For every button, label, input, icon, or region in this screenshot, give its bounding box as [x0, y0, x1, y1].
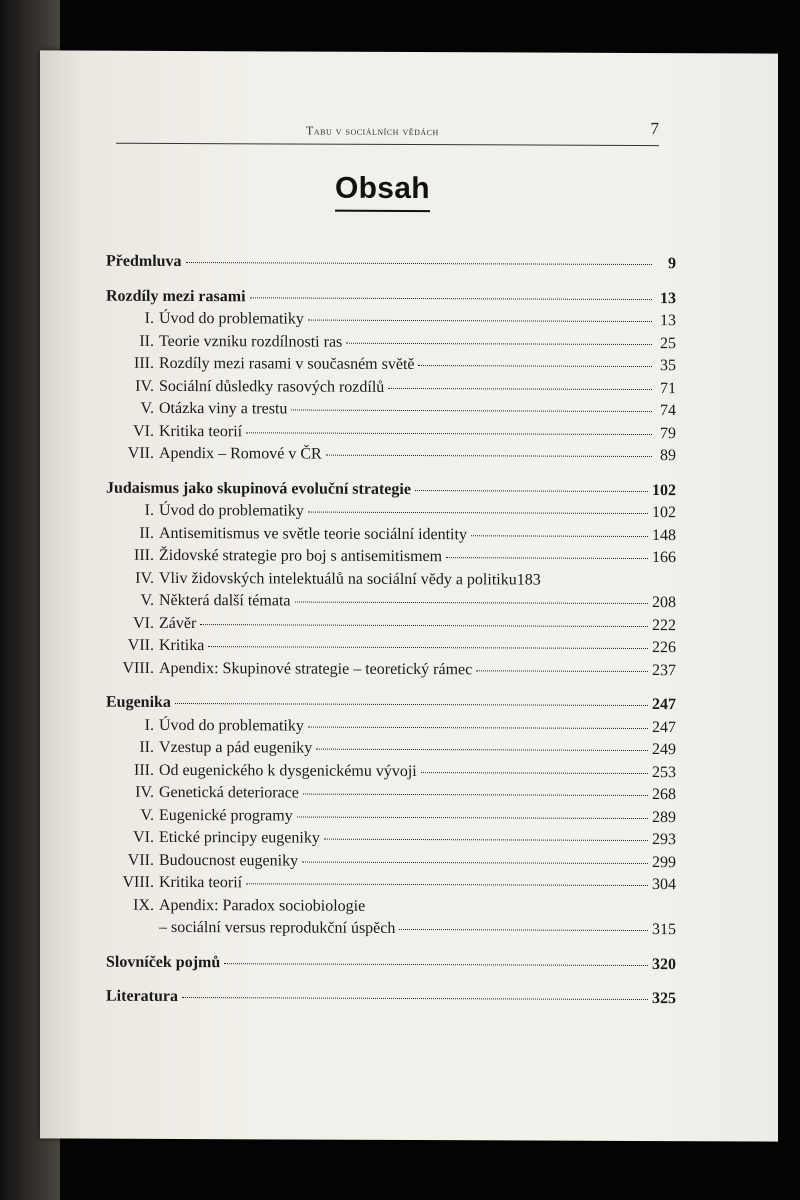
item-page: 247: [652, 718, 676, 736]
item-label: Budoucnost eugeniky: [159, 851, 299, 870]
toc-item: [106, 567, 676, 592]
item-page: 79: [660, 424, 676, 442]
toc-item: [106, 375, 676, 400]
toc-item: [106, 804, 676, 829]
item-label: Sociální důsledky rasových rozdílů: [159, 377, 385, 396]
toc-item: [106, 500, 676, 525]
item-page: 35: [660, 357, 676, 375]
dot-leader: [224, 963, 648, 966]
dot-leader: [208, 646, 648, 649]
item-page: 237: [652, 661, 676, 679]
section-page: 102: [652, 481, 676, 499]
item-number: II.: [139, 524, 154, 542]
dot-leader: [418, 365, 652, 367]
toc-section-slovnicek: [106, 951, 676, 976]
toc-section-judaismus: [106, 477, 676, 502]
table-of-contents: [106, 251, 676, 1011]
dot-leader: [200, 624, 648, 627]
item-label: Úvod do problematiky: [159, 501, 304, 520]
dot-leader: [297, 816, 648, 819]
item-label: Některá další témata: [159, 591, 291, 610]
toc-item-appendix-line1: [106, 894, 676, 919]
dot-leader: [246, 432, 652, 435]
section-title: Předmluva: [106, 252, 182, 271]
item-label: Kritika: [159, 636, 205, 655]
item-label: Teorie vzniku rozdílnosti ras: [159, 332, 343, 351]
toc-item: [106, 522, 676, 547]
page-number: 7: [650, 119, 659, 139]
item-label: Od eugenického k dysgenickému vývoji: [159, 761, 417, 780]
item-number: IV.: [135, 569, 154, 587]
item-page: 293: [652, 831, 676, 849]
item-page: 304: [652, 876, 676, 894]
toc-item: [106, 590, 676, 615]
dot-leader: [446, 557, 648, 559]
toc-item: [106, 443, 676, 468]
section-page: 320: [652, 955, 676, 973]
item-page: 71: [660, 379, 676, 397]
item-label: Závěr: [159, 614, 197, 632]
toc-item: [106, 782, 676, 807]
toc-item: [106, 737, 676, 762]
item-label: Apendix – Romové v ČR: [159, 444, 322, 463]
dot-leader: [316, 749, 648, 751]
toc-section-rozdily: [106, 285, 676, 310]
item-label: Úvod do problematiky: [159, 716, 304, 735]
item-page: 166: [652, 549, 676, 567]
item-label: Rozdíly mezi rasami v současném světě: [159, 354, 415, 374]
toc-section-literatura: [106, 986, 676, 1011]
toc-item: [106, 545, 676, 570]
dot-leader: [399, 929, 648, 931]
toc-item: [106, 612, 676, 637]
toc-item: [106, 759, 676, 784]
item-label: Genetická deteriorace: [159, 783, 299, 802]
dot-leader: [182, 997, 648, 1000]
toc-heading: Obsah: [335, 172, 430, 212]
dot-leader: [308, 726, 648, 728]
item-number: VI.: [133, 828, 154, 846]
item-number: VIII.: [122, 873, 154, 891]
toc-item: [106, 635, 676, 660]
item-number: IV.: [135, 377, 154, 395]
section-title: Eugenika: [106, 693, 171, 711]
toc-item: [106, 398, 676, 423]
item-number: I.: [144, 716, 154, 734]
toc-section-eugenika: [106, 692, 676, 717]
section-title: Judaismus jako skupinová evoluční strategie: [106, 479, 411, 498]
running-header: [116, 117, 659, 146]
dot-leader: [302, 861, 648, 864]
item-number: V.: [140, 591, 154, 609]
dot-leader: [476, 670, 648, 672]
toc-item: [106, 849, 676, 874]
item-page: 315: [652, 921, 676, 939]
toc-item: [106, 714, 676, 739]
book-page: [40, 50, 778, 1141]
item-label: Kritika teorií: [159, 873, 243, 892]
dot-leader: [421, 772, 648, 774]
section-title: Literatura: [106, 987, 178, 1005]
toc-item: [106, 872, 676, 897]
item-number: VIII.: [122, 659, 154, 677]
item-page: 183: [516, 570, 541, 589]
section-title: Slovníček pojmů: [106, 953, 221, 971]
item-page: 208: [652, 594, 676, 612]
dot-leader: [250, 297, 652, 300]
item-number: IX.: [133, 896, 154, 914]
item-number: V.: [140, 806, 154, 824]
item-label: Apendix: Skupinové strategie – teoretický rámec: [159, 659, 473, 678]
dot-leader: [291, 409, 652, 412]
dot-leader: [308, 512, 648, 514]
toc-section-predmluva: [106, 251, 676, 276]
item-label: Eugenické programy: [159, 806, 293, 824]
dot-leader: [308, 320, 652, 323]
dot-leader: [346, 342, 652, 344]
item-number: V.: [140, 399, 154, 417]
item-page: 25: [660, 334, 676, 352]
item-page: 89: [660, 447, 676, 465]
toc-item: [106, 657, 676, 682]
item-number: VII.: [127, 636, 154, 654]
dot-leader: [246, 883, 648, 886]
item-page: 253: [652, 763, 676, 781]
item-page: 226: [652, 639, 676, 657]
dot-leader: [186, 262, 652, 265]
item-page: 268: [652, 786, 676, 804]
item-number: IV.: [135, 783, 154, 801]
dot-leader: [415, 490, 648, 492]
item-number: III.: [134, 761, 154, 779]
dot-leader: [324, 839, 648, 841]
item-page: 289: [652, 808, 676, 826]
dot-leader: [175, 703, 648, 706]
item-page: 13: [660, 312, 676, 330]
toc-item-appendix-line2: [106, 917, 676, 942]
item-label: Úvod do problematiky: [159, 309, 304, 328]
running-header-title: Tabu v sociálních vědách: [306, 123, 439, 139]
toc-item: [106, 308, 676, 333]
toc-item: [106, 353, 676, 378]
item-number: II.: [139, 738, 154, 756]
dot-leader: [295, 602, 649, 605]
item-page: 148: [652, 526, 676, 544]
item-label: Antisemitismus ve světle teorie sociální identity: [159, 524, 467, 543]
item-label-continued: – sociální versus reprodukční úspěch: [159, 918, 396, 937]
section-page: 325: [652, 990, 676, 1008]
item-number: II.: [139, 332, 154, 350]
section-page: 247: [652, 696, 676, 714]
item-number: III.: [134, 354, 154, 372]
item-page: 74: [660, 402, 676, 420]
item-label: Etické principy eugeniky: [159, 828, 320, 847]
item-label: Vliv židovských intelektuálů na sociální vědy a politiku: [159, 569, 517, 588]
item-label: Otázka viny a trestu: [159, 399, 288, 418]
item-label: Židovské strategie pro boj s antisemitismem: [159, 546, 443, 566]
toc-item: [106, 827, 676, 852]
item-page: 102: [652, 504, 676, 522]
item-page: 299: [652, 853, 676, 871]
item-number: VII.: [127, 851, 154, 869]
toc-item: [106, 330, 676, 355]
item-number: I.: [144, 501, 154, 519]
dot-leader: [326, 455, 652, 457]
item-label: Vzestup a pád eugeniky: [159, 738, 313, 757]
item-number: VI.: [133, 614, 154, 632]
item-number: VI.: [133, 422, 154, 440]
item-label: Apendix: Paradox sociobiologie: [159, 896, 366, 915]
item-page: 249: [652, 741, 676, 759]
dot-leader: [303, 794, 648, 797]
dot-leader: [388, 387, 652, 389]
item-page: 222: [652, 616, 676, 634]
item-number: VII.: [127, 444, 154, 462]
dot-leader: [471, 535, 648, 537]
section-page: 13: [660, 289, 676, 307]
toc-item: [106, 420, 676, 445]
item-number: I.: [144, 309, 154, 327]
section-page: 9: [668, 255, 676, 273]
item-number: III.: [134, 546, 154, 564]
item-label: Kritika teorií: [159, 422, 243, 440]
section-title: Rozdíly mezi rasami: [106, 287, 246, 305]
